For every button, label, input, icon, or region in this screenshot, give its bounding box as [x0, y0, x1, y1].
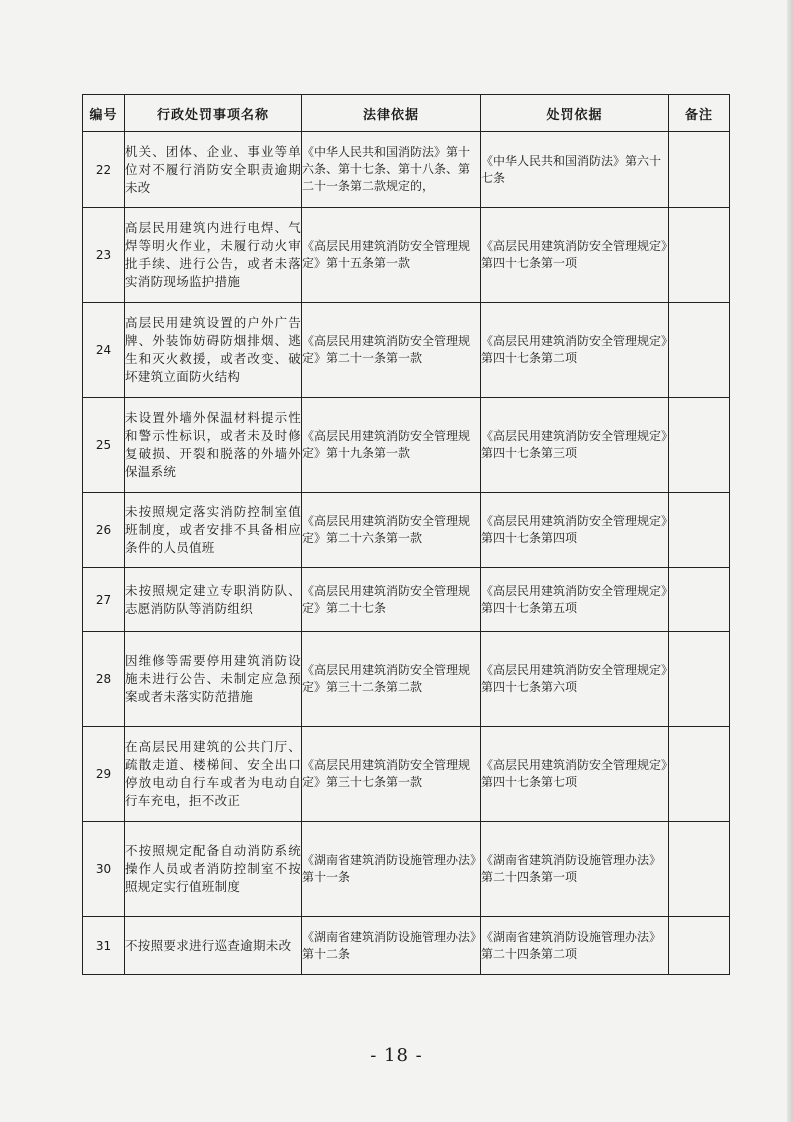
- row-legal-basis: 《高层民用建筑消防安全管理规定》第十九条第一款: [302, 398, 481, 493]
- row-penalty-basis: 《高层民用建筑消防安全管理规定》第四十七条第四项: [481, 493, 669, 568]
- page-edge-shadow: [787, 0, 793, 1122]
- table-header-row: [83, 95, 730, 132]
- row-penalty-basis: 《中华人民共和国消防法》第六十七条: [481, 132, 669, 208]
- row-item-name: 未按照规定建立专职消防队、志愿消防队等消防组织: [125, 568, 302, 632]
- row-item-name: 高层民用建筑设置的户外广告牌、外装饰妨碍防烟排烟、逃生和灭火救援，或者改变、破坏建筑立面防火结构: [125, 303, 302, 398]
- row-note: [669, 303, 730, 398]
- row-num: 29: [83, 727, 125, 822]
- header-law: 法律依据: [302, 95, 481, 132]
- row-note: [669, 132, 730, 208]
- row-penalty-basis: 《湖南省建筑消防设施管理办法》第二十四条第一项: [481, 822, 669, 917]
- row-legal-basis: 《湖南省建筑消防设施管理办法》第十一条: [302, 822, 481, 917]
- row-legal-basis: 《高层民用建筑消防安全管理规定》第三十七条第一款: [302, 727, 481, 822]
- row-num: 28: [83, 632, 125, 727]
- row-note: [669, 822, 730, 917]
- header-num: 编号: [83, 95, 125, 132]
- row-num: 25: [83, 398, 125, 493]
- table-row: [83, 303, 730, 398]
- penalty-items-table: [82, 94, 730, 975]
- row-note: [669, 568, 730, 632]
- row-note: [669, 917, 730, 975]
- row-legal-basis: 《高层民用建筑消防安全管理规定》第二十一条第一款: [302, 303, 481, 398]
- row-item-name: 不按照要求进行巡查逾期未改: [125, 917, 302, 975]
- table-row: [83, 822, 730, 917]
- row-penalty-basis: 《湖南省建筑消防设施管理办法》第二十四条第二项: [481, 917, 669, 975]
- row-note: [669, 208, 730, 303]
- row-item-name: 未按照规定落实消防控制室值班制度，或者安排不具备相应条件的人员值班: [125, 493, 302, 568]
- table-row: [83, 917, 730, 975]
- row-num: 31: [83, 917, 125, 975]
- row-legal-basis: 《高层民用建筑消防安全管理规定》第二十六条第一款: [302, 493, 481, 568]
- row-note: [669, 493, 730, 568]
- row-num: 22: [83, 132, 125, 208]
- row-note: [669, 398, 730, 493]
- row-legal-basis: 《湖南省建筑消防设施管理办法》第十二条: [302, 917, 481, 975]
- row-legal-basis: 《高层民用建筑消防安全管理规定》第二十七条: [302, 568, 481, 632]
- row-penalty-basis: 《高层民用建筑消防安全管理规定》第四十七条第三项: [481, 398, 669, 493]
- header-basis: 处罚依据: [481, 95, 669, 132]
- row-num: 24: [83, 303, 125, 398]
- table-row: [83, 208, 730, 303]
- row-note: [669, 632, 730, 727]
- row-num: 23: [83, 208, 125, 303]
- row-penalty-basis: 《高层民用建筑消防安全管理规定》第四十七条第七项: [481, 727, 669, 822]
- table-row: [83, 632, 730, 727]
- row-item-name: 因维修等需要停用建筑消防设施未进行公告、未制定应急预案或者未落实防范措施: [125, 632, 302, 727]
- row-item-name: 在高层民用建筑的公共门厅、疏散走道、楼梯间、安全出口停放电动自行车或者为电动自行车充电，拒不改正: [125, 727, 302, 822]
- row-penalty-basis: 《高层民用建筑消防安全管理规定》第四十七条第六项: [481, 632, 669, 727]
- table-row: [83, 132, 730, 208]
- row-item-name: 机关、团体、企业、事业等单位对不履行消防安全职责逾期未改: [125, 132, 302, 208]
- table-row: [83, 727, 730, 822]
- row-num: 27: [83, 568, 125, 632]
- row-legal-basis: 《高层民用建筑消防安全管理规定》第三十二条第二款: [302, 632, 481, 727]
- row-legal-basis: 《中华人民共和国消防法》第十六条、第十七条、第十八条、第二十一条第二款规定的，: [302, 132, 481, 208]
- page-number: - 18 -: [370, 1045, 423, 1066]
- row-item-name: 未设置外墙外保温材料提示性和警示性标识，或者未及时修复破损、开裂和脱落的外墙外保温系统: [125, 398, 302, 493]
- row-note: [669, 727, 730, 822]
- row-penalty-basis: 《高层民用建筑消防安全管理规定》第四十七条第二项: [481, 303, 669, 398]
- header-note: 备注: [669, 95, 730, 132]
- row-penalty-basis: 《高层民用建筑消防安全管理规定》第四十七条第一项: [481, 208, 669, 303]
- row-legal-basis: 《高层民用建筑消防安全管理规定》第十五条第一款: [302, 208, 481, 303]
- row-item-name: 高层民用建筑内进行电焊、气焊等明火作业，未履行动火审批手续、进行公告，或者未落实消防现场监护措施: [125, 208, 302, 303]
- table-row: [83, 398, 730, 493]
- row-item-name: 不按照规定配备自动消防系统操作人员或者消防控制室不按照规定实行值班制度: [125, 822, 302, 917]
- table-row: [83, 568, 730, 632]
- table-row: [83, 493, 730, 568]
- row-num: 30: [83, 822, 125, 917]
- row-penalty-basis: 《高层民用建筑消防安全管理规定》第四十七条第五项: [481, 568, 669, 632]
- header-name: 行政处罚事项名称: [125, 95, 302, 132]
- row-num: 26: [83, 493, 125, 568]
